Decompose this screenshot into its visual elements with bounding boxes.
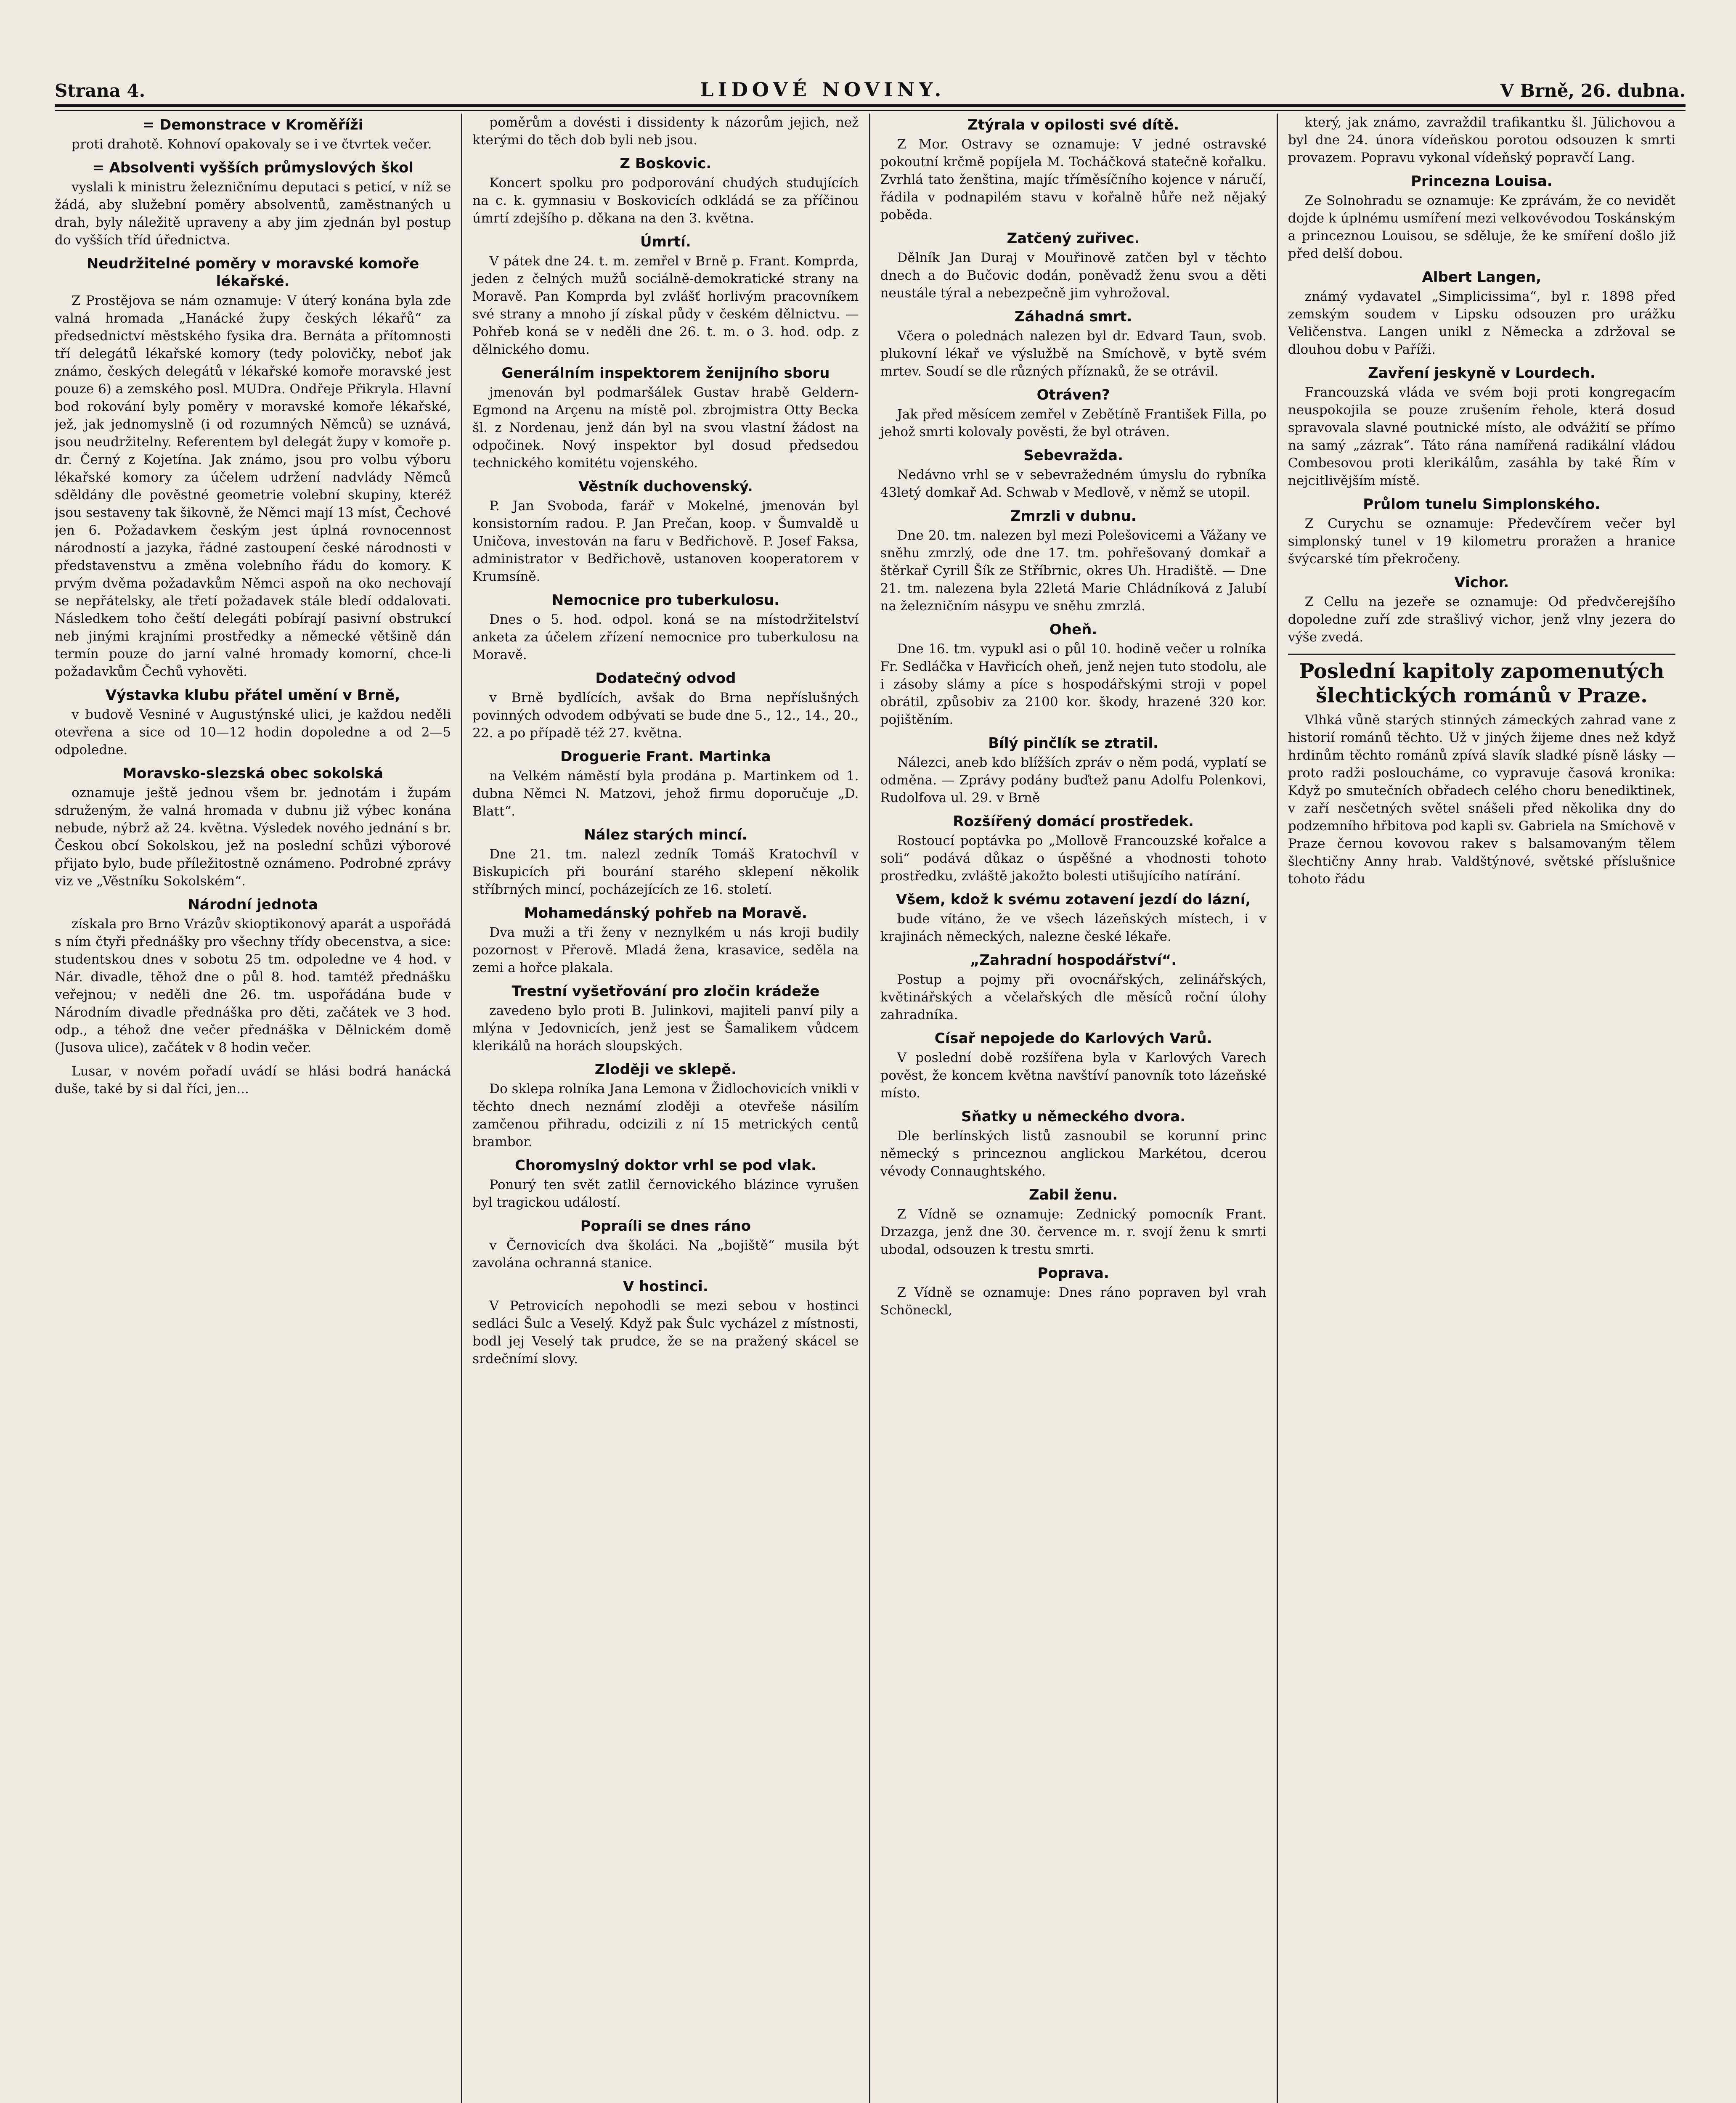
article	[472, 1061, 859, 1151]
article-headline: Otráven?	[1036, 387, 1110, 403]
article-headline: Zabil ženu.	[1028, 1187, 1118, 1203]
article	[472, 1278, 859, 1368]
article	[55, 1062, 451, 1098]
article-body: poměrům a dovésti i dissidenty k názorům jejich, než kterými do těch dob byli neb jsou.	[472, 115, 859, 148]
article-headline: Věstník duchovenský.	[578, 478, 753, 495]
article-headline: Poprava.	[1037, 1265, 1109, 1282]
article-headline: Nemocnice pro tuberkulosu.	[551, 592, 780, 609]
article	[880, 116, 1267, 224]
article-headline: Vichor.	[1454, 574, 1509, 591]
article	[1288, 654, 1675, 888]
article-body: známý vydavatel „Simplicissima“, byl r. 1898 před zemským soudem v Lipsku odsouzen pro urážku Veličenstva. Langen unikl z Německa a zdržoval se dlouhou dobu v Paříži.	[1288, 289, 1675, 357]
article-headline: Droguerie Frant. Martinka	[560, 748, 771, 765]
article-body: Z Cellu na jezeře se oznamuje: Od předvčerejšího dopoledne zuří zde strašlivý vichor, jenž vlny jezera do výše zvedá.	[1288, 594, 1675, 645]
article-headline: Trestní vyšetřování pro zločin krádeže	[512, 983, 820, 1000]
article-headline: Zmrzli v dubnu.	[1010, 508, 1137, 524]
article-headline: = Absolventi vyšších průmyslových škol	[92, 159, 413, 176]
article	[472, 1217, 859, 1272]
page-header	[55, 72, 1686, 101]
article	[880, 1186, 1267, 1258]
article	[472, 983, 859, 1055]
article-body: v Černovicích dva školáci. Na „bojiště“ musila být zavolána ochranná stanice.	[472, 1238, 859, 1271]
article-headline: Všem, kdož k svému zotavení jezdí do lázní,	[896, 891, 1251, 908]
article-body: bude vítáno, že ve všech lázeňských místech, i v krajinách německých, nalezne české lékaře.	[880, 911, 1267, 944]
article	[880, 734, 1267, 807]
article-headline: Dodatečný odvod	[595, 670, 736, 687]
article-body: Rostoucí poptávka po „Mollově Francouzské kořalce a soli“ podává důkaz o úspěšné a vhodnosti tohoto prostředku, zvláště jakožto bolesti utišujícího natírání.	[880, 833, 1267, 884]
article-headline: Ztýrala v opilosti své dítě.	[967, 117, 1179, 133]
article	[1288, 574, 1675, 646]
article-body: Z Prostějova se nám oznamuje: V úterý konána byla zde valná hromada „Hanácké župy českých lékařů“ za předsednictví městského fysika dra. Bernáta a přítomnosti tří delegátů lékařské komory (tedy polovičky, neboť jak známo, českých delegátů v lékařské komoře moravské jest pouze 6) a zemského posl. MUDra. Ondřeje Přikryla. Hlavní bod rokování byly poměry v moravské komoře lékařské, jež, jak jednomyslně (i od rozumných Němců) se uznává, jsou neudržitelny. Referentem byl delegát župy v komoře p. dr. Černý z Kojetína. Jak známo, jsou pro volbu výboru lékařské komory za účelem udržení nadvlády Němců sděldány dle pověstné geometrie volební skupiny, kteréž jsou sestaveny tak šikovně, že Němci mají 13 míst, Čechové jen 6. Požadavkem českým jest úplná rovnocennost národností a jazyka, řádné zastoupení české národnosti v představenstvu a změna volebního řádu do komory. K prvým dvěma požadavkům Němci aspoň na oko nechovají se nepřátelsky, ale třetí požadavek stále bledí oddalovati. Následkem toho čeští delegáti pobírají pasivní obstrukcí neb jinými krajními prostředky a německé většině dán termín pouze do jarní valné hromady komorní, chce-li požadavkům Čechů vyhověti.	[55, 293, 451, 679]
article-headline: Generálním inspektorem ženijního sboru	[501, 365, 830, 381]
article	[880, 308, 1267, 380]
article-headline: Z Boskovic.	[620, 155, 712, 172]
article-body: Dne 21. tm. nalezl zedník Tomáš Kratochvíl v Biskupicích při bourání starého sklepení několik stříbrných mincí, pocházejících ze 16. století.	[472, 847, 859, 897]
article	[880, 507, 1267, 615]
article-body: proti drahotě. Kohnoví opakovaly se i ve čtvrtek večer.	[72, 137, 432, 152]
article-headline: Průlom tunelu Simplonského.	[1363, 496, 1601, 513]
article	[55, 255, 451, 681]
article-body: Francouzská vláda ve svém boji proti kongregacím neuspokojila se pouze zrušením řehole, která dosud spravovala slavné poutnické místo, ale odvážití se přímo na samý „zázrak“. Táto rána namířená radikální vládou Combesovou proti klerikálům, zasáhla by také Řím v nejcitlivějším místě.	[1288, 385, 1675, 488]
article	[472, 233, 859, 358]
article	[880, 951, 1267, 1024]
article	[55, 896, 451, 1057]
article	[472, 591, 859, 664]
article-body: oznamuje ještě jednou všem br. jednotám i župám sdruženým, že valná hromada v dubnu již výbec konána nebude, nýbrž až 24. května. Výsledek nového jednání s br. Českou obcí Sokolskou, jež na poslední schůzi výborové přijato bylo, bude příležitostně oznámeno. Podrobné zprávy viz ve „Věstníku Sokolském“.	[55, 785, 451, 889]
dateline: V Brně, 26. dubna.	[1500, 80, 1686, 101]
article-headline: Choromyslný doktor vrhl se pod vlak.	[514, 1157, 816, 1174]
page-number: Strana 4.	[55, 80, 146, 101]
article-body: Dělník Jan Duraj v Mouřinově zatčen byl v těchto dnech a do Bučovic dodán, poněvadž ženu svou a děti neustále týral a nebezpečně jim vyhrožoval.	[880, 250, 1267, 301]
article-body: Dva muži a tři ženy v neznylkém u nás kroji budily pozornost v Přerově. Mladá žena, krasavice, seděla na zemi a hořce plakala.	[472, 925, 859, 975]
article-headline: Albert Langen,	[1422, 269, 1542, 286]
article-body: Dnes o 5. hod. odpol. koná se na místodržitelství anketa za účelem zřízení nemocnice pro tuberkulosu na Moravě.	[472, 612, 859, 662]
article	[55, 765, 451, 890]
article	[880, 1030, 1267, 1102]
article-body: V Petrovicích nepohodli se mezi sebou v hostinci sedláci Šulc a Veselý. Když pak Šulc vycházel z místnosti, bodl jej Veselý tak prudce, že se na pražený skácel se srdečnímí slovy.	[472, 1298, 859, 1367]
article-body: jmenován byl podmaršálek Gustav hrabě Geldern-Egmond na Arçenu na místě pol. zbrojmistra Otty Becka šl. z Nordenau, jenž dán byl na svou vlastní žádost na odpočinek. Nový inspektor byl dosud předsedou technického komitétu vojenského.	[472, 385, 859, 471]
article	[472, 826, 859, 898]
article	[55, 116, 451, 153]
article-body: Z Curychu se oznamuje: Předevčírem večer byl simplonský tunel v 19 kilometru proražen a hranice švýcarské tím překročeny.	[1288, 516, 1675, 567]
column-1	[55, 114, 462, 2103]
article	[472, 670, 859, 742]
article-headline: Výstavka klubu přátel umění v Brně,	[105, 687, 400, 704]
article-headline: Neudržitelné poměry v moravské komoře lékařské.	[86, 255, 419, 290]
article-body: vyslali k ministru železničnímu deputaci s peticí, v níž se žádá, aby služební poměry absolventů, zaměstnaných u drah, byly náležitě upraveny a aby jim zjednán byl postup do vyšších tříd úřednictva.	[55, 180, 451, 248]
article	[472, 478, 859, 585]
article	[1288, 364, 1675, 490]
article-headline: Oheň.	[1049, 621, 1097, 638]
article-headline: Nález starých mincí.	[584, 826, 747, 843]
article-headline: Popraíli se dnes ráno	[580, 1218, 751, 1234]
article-headline: Zloději ve sklepě.	[594, 1061, 737, 1078]
article	[880, 1264, 1267, 1319]
article-body: V poslední době rozšířena byla v Karlových Varech pověst, že koncem května navštíví panovník toto lázeňské místo.	[880, 1050, 1267, 1101]
article-body: Ze Solnohradu se oznamuje: Ke zprávám, že co nevidět dojde k úplnému usmíření mezi velkovévodou Toskánským a princeznou Louisou, se sděluje, že ke smíření došlo již před delší dobou.	[1288, 193, 1675, 261]
column-4	[1278, 114, 1686, 2103]
article	[472, 364, 859, 472]
article-body: P. Jan Svoboda, farář v Mokelné, jmenován byl konsistorním radou. P. Jan Prečan, koop. v Šumvaldě u Uničova, investován na faru v Bedřichově. P. Josef Faksa, administrator v Bedřichově, ustanoven kooperatorem v Krumsíně.	[472, 498, 859, 584]
article-headline: „Zahradní hospodářství“.	[970, 952, 1177, 969]
article-headline: V hostinci.	[623, 1278, 708, 1295]
article-body: Koncert spolku pro podporování chudých studujících na c. k. gymnasiu v Boskovicích odkládá se za příčinou úmrtí zdejšího p. děkana na den 3. května.	[472, 175, 859, 226]
article-body: Ponurý ten svět zatlil černovického blázince vyrušen byl tragickou událostí.	[472, 1177, 859, 1210]
article	[1288, 172, 1675, 262]
article-body: Lusar, v novém pořadí uvádí se hlási bodrá hanácká duše, také by si dal říci, jen...	[55, 1064, 451, 1097]
article-body: v budově Vesniné v Augustýnské ulici, je každou neděli otevřena a sice od 10—12 hodin dopoledne a od 2—5 odpoledne.	[55, 707, 451, 758]
article-headline: = Demonstrace v Kroměříži	[142, 117, 363, 133]
article-body: Z Mor. Ostravy se oznamuje: V jedné ostravské pokoutní krčmě popíjela M. Tocháčková statečně kořalku. Zvrhlá tato ženština, majíc tříměsíčního kojence v náručí, řádila v podnapilém stavu v kořalně hůře než nějaký poběda.	[880, 137, 1267, 222]
article-headline: Bílý pinčlík se ztratil.	[988, 735, 1158, 752]
article-body: Nálezci, aneb kdo blížších zpráv o něm podá, vyplatí se odměna. — Zprávy podány buďtež panu Adolfu Polenkovi, Rudolfova ul. 29. v Brně	[880, 755, 1267, 805]
article-headline: Mohamedánský pohřeb na Moravě.	[524, 905, 807, 922]
article-headline: Princezna Louisa.	[1411, 173, 1553, 190]
article-body: na Velkém náměstí byla prodána p. Martinkem od 1. dubna Němci N. Matzovi, jehož firmu doporučuje „D. Blatt“.	[472, 768, 859, 819]
article-body: Do sklepa rolníka Jana Lemona v Židlochovicích vnikli v těchto dnech neznámí zloději a otevřeše násilím zamčenou přihradu, odcizili z ní 15 metrických centů brambor.	[472, 1081, 859, 1149]
article-body: Postup a pojmy při ovocnářských, zelinářských, květinářských a včelařských dle měsíců roční úlohy zahradníka.	[880, 972, 1267, 1022]
article-body: v Brně bydlících, avšak do Brna nepříslušných povinných odvodem odbývati se bude dne 5., 12., 14., 20., 22. a po případě též 27. května.	[472, 690, 859, 741]
article-body: který, jak známo, zavraždil trafikantku šl. Jülichovou a byl dne 24. února vídeňskou porotou odsouzen k smrti provazem. Popravu vykonal vídeňský popravčí Lang.	[1288, 115, 1675, 165]
article-headline: Úmrtí.	[640, 233, 691, 250]
article	[880, 1108, 1267, 1180]
article	[880, 621, 1267, 728]
article-headline: Císař nepojede do Karlových Varů.	[934, 1030, 1212, 1047]
article-body: Jak před měsícem zemřel v Zebětíně František Filla, po jehož smrti kolovaly pověsti, že byl otráven.	[880, 407, 1267, 440]
article-headline: Zatčený zuřivec.	[1007, 230, 1140, 247]
article-headline: Sňatky u německého dvora.	[961, 1108, 1186, 1125]
article	[472, 748, 859, 820]
article-body: Dle berlínských listů zasnoubil se korunní princ německý s princeznou anglickou Markétou, dcerou vévody Connaughtského.	[880, 1128, 1267, 1179]
article-headline: Zavření jeskyně v Lourdech.	[1368, 365, 1596, 381]
article	[1288, 495, 1675, 568]
article-headline: Sebevražda.	[1023, 447, 1124, 464]
article	[472, 904, 859, 977]
article	[880, 386, 1267, 441]
article	[472, 114, 859, 149]
column-2	[462, 114, 870, 2103]
article	[880, 813, 1267, 885]
article	[55, 686, 451, 759]
article-headline: Rozšířený domácí prostředek.	[953, 813, 1194, 830]
text-columns	[55, 114, 1686, 2103]
article	[1288, 268, 1675, 358]
article	[880, 891, 1267, 946]
article	[880, 447, 1267, 501]
article-body: Dne 16. tm. vypukl asi o půl 10. hodině večer u rolníka Fr. Sedláčka v Havřicích oheň, jenž nejen tuto stodolu, ale i zásoby slámy a píce s hospodářskými stroji v popel obrátil, způsobiv za 2100 kor. škody, hrazené 320 kor. pojištěním.	[880, 641, 1267, 727]
article-body: V pátek dne 24. t. m. zemřel v Brně p. Frant. Komprda, jeden z čelných mužů sociálně-demokratické strany na Moravě. Pan Komprda byl zvlášť horlivým pracovníkem své strany a mnoho jí získal půdy v českém dělnictvu. — Pohřeb koná se v neděli dne 26. t. m. o 3. hod. odp. z dělnického domu.	[472, 254, 859, 357]
article	[472, 155, 859, 227]
article-body: získala pro Brno Vrázův skioptikonový aparát a uspořádá s ním čtyři přednášky pro všechny třídy obecenstva, a sice: studentskou dnes v sobotu 25 tm. odpoledne ve 4 hod. v Nár. divadle, těhož dne o půl 8. hod. tamtéž přednášku veřejnou; v neděli dne 26. tm. uspořádána bude v Národním divadle přednáška pro děti, začátek ve 3 hod. odp., a téhož dne večer přednáška v Dělnickém domě (Jusova ulice), začátek v 8 hodin večer.	[55, 916, 451, 1055]
article-body: Z Vídně se oznamuje: Zednický pomocník Frant. Drzazga, jenž dne 30. července m. r. svojí ženu k smrti ubodal, odsouzen k trestu smrti.	[880, 1207, 1267, 1257]
article-body: zavedeno bylo proti B. Julinkovi, majiteli panví pily a mlýna v Jedovnicích, jenž jest se Šamalikem vůdcem klerikálů na horách sloupských.	[472, 1003, 859, 1054]
article-body: Vlhká vůně starých stinných zámeckých zahrad vane z historií románů těchto. Už v jiných žijeme dnes než když hrdinům těchto románů zpívá slavík sladké písně lásky — proto radži posloucháme, co vypravuje časová kronika: Když po smutečních obřadech celého choru benediktinek, v zaří nesčetných světel snášeli před několika dny do podzemního hřbitova pod kapli sv. Gabriela na Smíchově v Praze černou kovovou rakev s balsamovaným tělem šlechtičny Anny hrab. Valdštýnové, světské příslušnice tohoto řádu	[1288, 712, 1675, 887]
article-headline: Moravsko-slezská obec sokolská	[122, 765, 383, 782]
article	[472, 1157, 859, 1211]
article	[880, 230, 1267, 302]
header-rule	[55, 104, 1686, 111]
feature-headline: Poslední kapitoly zapomenutých šlechtických románů v Praze.	[1288, 654, 1675, 708]
article-body: Včera o polednách nalezen byl dr. Edvard Taun, svob. plukovní lékař ve výslužbě na Smíchově, v bytě svém mrtev. Soudí se dle různých příznaků, že se otrávil.	[880, 328, 1267, 379]
newspaper-title: LIDOVÉ NOVINY.	[700, 78, 946, 101]
column-3	[870, 114, 1278, 2103]
article-headline: Záhadná smrt.	[1014, 308, 1132, 325]
article	[1288, 114, 1675, 167]
article-body: Z Vídně se oznamuje: Dnes ráno popraven byl vrah Schöneckl,	[880, 1285, 1267, 1318]
article-body: Nedávno vrhl se v sebevražedném úmyslu do rybníka 43letý domkař Ad. Schwab v Medlově, v němž se utopil.	[880, 467, 1267, 500]
article	[55, 159, 451, 249]
article-headline: Národní jednota	[188, 896, 318, 913]
article-body: Dne 20. tm. nalezen byl mezi Polešovicemi a Vážany ve sněhu zmrzlý, ode dne 17. tm. pohřešovaný domkař a štěrkař Cyrill Šík ze Stříbrnic, okres Uh. Hradiště. — Dne 21. tm. nalezena byla 22letá Marie Chládníková z Jalubí na železničním násypu ve sněhu zmrzlá.	[880, 528, 1267, 614]
